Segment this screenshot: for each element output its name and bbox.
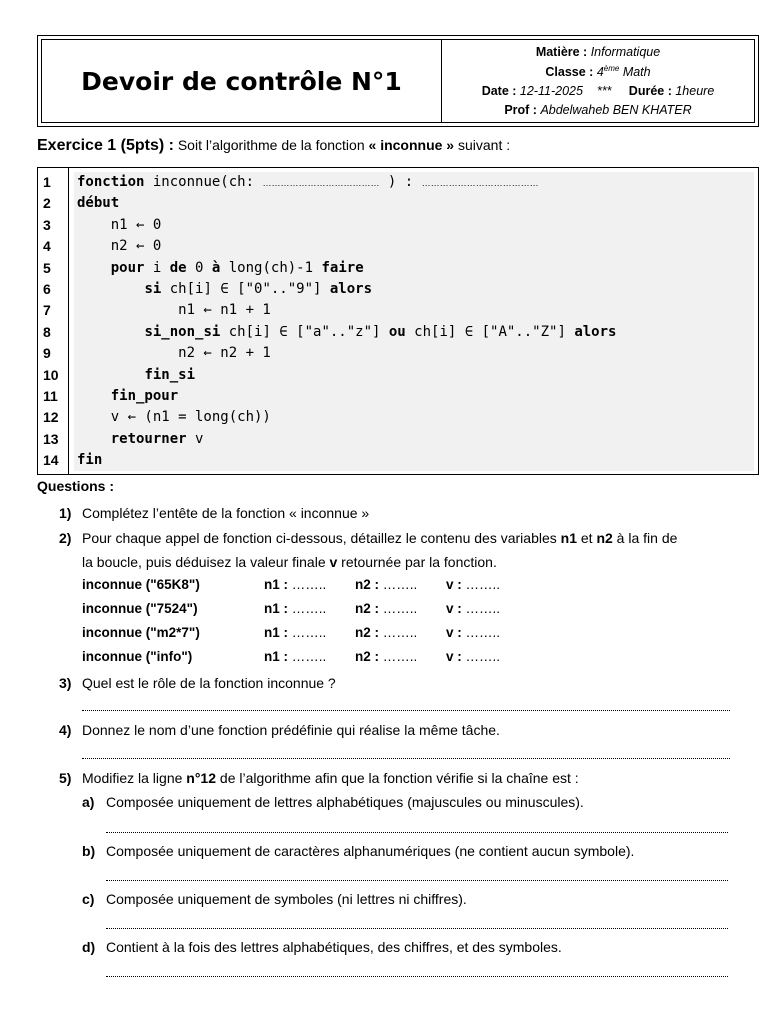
code-line: fin_pour [74, 386, 754, 407]
code-line: si_non_si ch[i] ∈ ["a".."z"] ou ch[i] ∈ ["A".."Z"] alors [74, 322, 754, 343]
question-2-line-2: la boucle, puis déduisez la valeur finale v retournée par la fonction. [82, 554, 497, 570]
answer-line[interactable] [82, 709, 730, 711]
teacher-row: Prof : Abdelwaheb BEN KHATER [504, 103, 692, 118]
question-2-line-1: Pour chaque appel de fonction ci-dessous, détaillez le contenu des variables n1 et n2 à la fin de [82, 530, 678, 546]
exercise-heading: Exercice 1 (5pts) : Soit l’algorithme de la fonction « inconnue » suivant : [37, 137, 511, 154]
question-5: Modifiez la ligne n°12 de l’algorithme afin que la fonction vérifie si la chaîne est : [82, 770, 579, 786]
algorithm-code-block [37, 167, 759, 475]
answer-line[interactable] [106, 831, 728, 833]
code-line: si ch[i] ∈ ["0".."9"] alors [74, 279, 754, 300]
code-line: fonction inconnue(ch: ………………………………… ) : ………………………………… [74, 172, 754, 193]
question-number: 5) [59, 770, 72, 786]
code-line: n2 ← 0 [74, 236, 754, 257]
question-1: Complétez l’entête de la fonction « inconnue » [82, 505, 370, 521]
exam-page: Devoir de contrôle N°1 Matière : Informatique Classe : 4ème Math Date : 12-11-2025 *** Durée : 1heure Prof : Abdelwaheb BEN KHATER Exercice 1 (5pts) : Soit l’algorithme de la fonction « inconnue » suivant : 1 2 3 4 5 6 7 8 9 10 11 12 13 14 fonction inconnue(ch: ………………………………… ) : ………………………………… début n1 ← 0 n2 ← 0 pour i de 0 à long(ch)-1 faire si ch[i] ∈ ["0".."9"] alors n1 ← n1 + 1 si_non_si ch[i] ∈ ["a".."z"] ou ch[i] ∈ ["A".."Z"] alors n2 ← n2 + 1 fin_si fin_pour v ← (n1 = long(ch)) retourner v fin Questions : 1) Complétez l’entête de la fonction « inconnue » 2) Pour chaque appel de fonction ci-dessous, détaillez le contenu des variables n1 et n2 à la fin de la boucle, puis déduisez la valeur finale v retournée par la fonction. inconnue ("65K8") n1 : …….. n2 : …….. v : …….. inconnue ("7524") n1 : …….. n2 : …….. v : …….. inconnue ("m2*7") n1 : …….. n2 : …….. v : …….. inconnue ("info") n1 : …….. n2 : …….. v : …….. 3) Quel est le rôle de la fonction inconnue ? 4) Donnez le nom d’une fonction prédéfinie qui réalise la même tâche. 5) Modifiez la ligne n°12 de l’algorithme afin que la fonction vérifie si la chaîne est : a) Composée uniquement de lettres alphabétiques (majuscules ou minuscules). b) Composée uniquement de caractères alphanumériques (ne contient aucun symbole). c) Composée uniquement de symboles (ni lettres ni chiffres). d) Contient à la fois des lettres alphabétiques, des chiffres, et des symboles. [0, 0, 768, 1024]
class-row: Classe : 4ème Math [545, 63, 651, 79]
answer-line[interactable] [106, 927, 728, 929]
title-cell [42, 40, 442, 122]
code-line: retourner v [74, 429, 754, 450]
date-row: Date : 12-11-2025 *** Durée : 1heure [481, 84, 715, 99]
code-line: n2 ← n2 + 1 [74, 343, 754, 364]
sub-question-number: c) [82, 891, 95, 907]
sub-question-number: a) [82, 794, 95, 810]
subject-row: Matière : Informatique [535, 44, 661, 59]
code-line: fin_si [74, 365, 754, 386]
code-line: n1 ← n1 + 1 [74, 300, 754, 321]
code-lines [69, 168, 758, 474]
question-number: 2) [59, 530, 72, 546]
code-line: fin [74, 450, 754, 471]
question-3: Quel est le rôle de la fonction inconnue ? [82, 675, 336, 691]
sub-question-number: d) [82, 939, 96, 955]
code-line: n1 ← 0 [74, 215, 754, 236]
sub-question-number: b) [82, 843, 96, 859]
sub-question-b: Composée uniquement de caractères alphanumériques (ne contient aucun symbole). [106, 843, 635, 859]
sub-question-c: Composée uniquement de symboles (ni lettres ni chiffres). [106, 891, 467, 907]
question-number: 1) [59, 505, 72, 521]
line-numbers: 1 2 3 4 5 6 7 8 9 10 11 12 13 14 [38, 168, 69, 474]
sub-question-d: Contient à la fois des lettres alphabétiques, des chiffres, et des symboles. [106, 939, 562, 955]
answer-line[interactable] [106, 879, 728, 881]
sub-question-a: Composée uniquement de lettres alphabétiques (majuscules ou minuscules). [106, 794, 584, 810]
question-number: 4) [59, 722, 72, 738]
answer-line[interactable] [106, 975, 728, 977]
info-cell [442, 40, 754, 122]
page-title: Devoir de contrôle N°1 [81, 66, 402, 96]
exam-header [37, 35, 759, 127]
code-line: pour i de 0 à long(ch)-1 faire [74, 258, 754, 279]
code-line: v ← (n1 = long(ch)) [74, 407, 754, 428]
code-line: début [74, 193, 754, 214]
question-4: Donnez le nom d’une fonction prédéfinie qui réalise la même tâche. [82, 722, 500, 738]
questions-heading: Questions : [37, 478, 115, 494]
question-number: 3) [59, 675, 72, 691]
answer-line[interactable] [82, 757, 730, 759]
